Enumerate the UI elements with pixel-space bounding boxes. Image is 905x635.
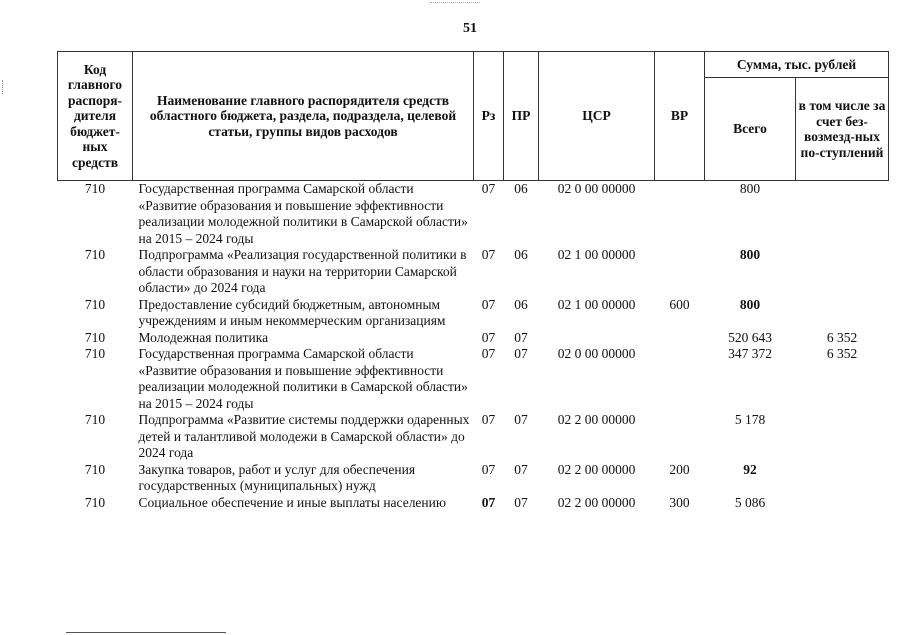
header-pr: ПР: [504, 52, 539, 181]
cell-code: 710: [84, 494, 106, 510]
cell-pr: 07: [514, 329, 528, 345]
header-csr: ЦСР: [539, 52, 655, 181]
cell-csr: 02 1 00 00000: [557, 296, 636, 312]
cell-code: 710: [84, 247, 106, 262]
header-vr: ВР: [655, 52, 705, 181]
table-body: [58, 181, 889, 512]
cell-code: 710: [84, 329, 106, 345]
cell-csr: 02 2 00 00000: [557, 494, 636, 510]
cell-total: 800: [739, 247, 761, 262]
cell-vr: 300: [669, 494, 690, 510]
cell-code: 710: [84, 296, 106, 312]
cell-rz: 07: [481, 494, 496, 510]
header-grants: в том числе за счет без-возмезд-ных по-ступлений: [796, 78, 889, 181]
cell-grants: [796, 297, 889, 330]
cell-vr: [655, 247, 705, 297]
cell-vr: 600: [669, 296, 690, 312]
page-number: 51: [463, 21, 477, 36]
cell-vr: [655, 181, 705, 248]
cell-vr: [655, 412, 705, 462]
table-row: [58, 412, 889, 462]
cell-rz: 07: [481, 181, 496, 196]
cell-rz: 07: [481, 296, 496, 312]
cell-csr: 02 2 00 00000: [557, 412, 636, 427]
header-total: Всего: [705, 78, 796, 181]
cell-vr: 200: [669, 461, 690, 477]
cell-name: Закупка товаров, работ и услуг для обеспечения государственных (муниципальных) нужд: [138, 461, 416, 493]
table-row: [58, 330, 889, 347]
cell-grants: [796, 495, 889, 512]
cell-pr: 07: [514, 461, 528, 477]
cell-code: 710: [84, 461, 106, 477]
scan-artifact-left: [2, 80, 6, 94]
cell-pr: 07: [514, 346, 528, 361]
cell-name: Подпрограмма «Реализация государственной политики в области образования и науки на территории Самарской области» до 2024 года: [138, 247, 467, 295]
cell-name: Государственная программа Самарской области «Развитие образования и повышение эффективности реализации молодежной политики в Самарской области» на 2015 – 2024 годы: [138, 346, 468, 411]
header-rz: Рз: [474, 52, 504, 181]
cell-name: Социальное обеспечение и иные выплаты населению: [138, 494, 446, 510]
cell-name: Предоставление субсидий бюджетным, автономным учреждениям и иным некоммерческим организациям: [138, 296, 446, 328]
cell-grants: [796, 247, 889, 297]
cell-grants: [796, 462, 889, 495]
table-row: [58, 297, 889, 330]
cell-csr: 02 0 00 00000: [557, 181, 636, 196]
header-code: Код главного распоря-дителя бюджет-ных средств: [58, 52, 133, 181]
table-row: [58, 495, 889, 512]
cell-grants: [796, 181, 889, 248]
cell-vr: [655, 330, 705, 347]
table-row: [58, 247, 889, 297]
table-row: [58, 346, 889, 412]
cell-rz: 07: [481, 412, 496, 427]
footer-rule: [66, 632, 226, 633]
cell-grants: 6 352: [826, 329, 858, 345]
cell-grants: [796, 412, 889, 462]
cell-rz: 07: [481, 461, 496, 477]
cell-grants: 6 352: [826, 346, 858, 361]
cell-rz: 07: [481, 329, 496, 345]
cell-pr: 07: [514, 494, 528, 510]
table-header: [58, 52, 889, 181]
cell-total: 5 086: [734, 494, 766, 510]
cell-total: 347 372: [728, 346, 772, 361]
cell-pr: 06: [514, 296, 528, 312]
cell-rz: 07: [481, 346, 496, 361]
cell-name: Государственная программа Самарской области «Развитие образования и повышение эффективности реализации молодежной политики в Самарской области» на 2015 – 2024 годы: [138, 181, 468, 246]
cell-csr: [539, 330, 655, 347]
cell-rz: 07: [481, 247, 496, 262]
cell-code: 710: [84, 181, 106, 196]
cell-total: 92: [743, 461, 757, 477]
cell-name: Молодежная политика: [138, 329, 269, 345]
cell-csr: 02 1 00 00000: [557, 247, 636, 262]
header-sum-group: Сумма, тыс. рублей: [705, 52, 889, 78]
header-name: Наименование главного распорядителя средств областного бюджета, раздела, подраздела, целевой статьи, группы видов расходов: [133, 52, 474, 181]
cell-total: 800: [739, 181, 761, 196]
table-row: [58, 181, 889, 248]
cell-pr: 06: [514, 247, 528, 262]
cell-csr: 02 2 00 00000: [557, 461, 636, 477]
budget-table: [57, 51, 889, 511]
cell-code: 710: [84, 412, 106, 427]
cell-vr: [655, 346, 705, 412]
cell-total: 800: [739, 296, 761, 312]
cell-total: 5 178: [734, 412, 766, 427]
table-row: [58, 462, 889, 495]
cell-csr: 02 0 00 00000: [557, 346, 636, 361]
cell-code: 710: [84, 346, 106, 361]
scan-artifact-top: [430, 2, 480, 4]
cell-total: 520 643: [728, 329, 772, 345]
cell-pr: 06: [514, 181, 528, 196]
cell-name: Подпрограмма «Развитие системы поддержки одаренных детей и талантливой молодежи в Самарской области» до 2024 года: [138, 412, 470, 460]
cell-pr: 07: [514, 412, 528, 427]
